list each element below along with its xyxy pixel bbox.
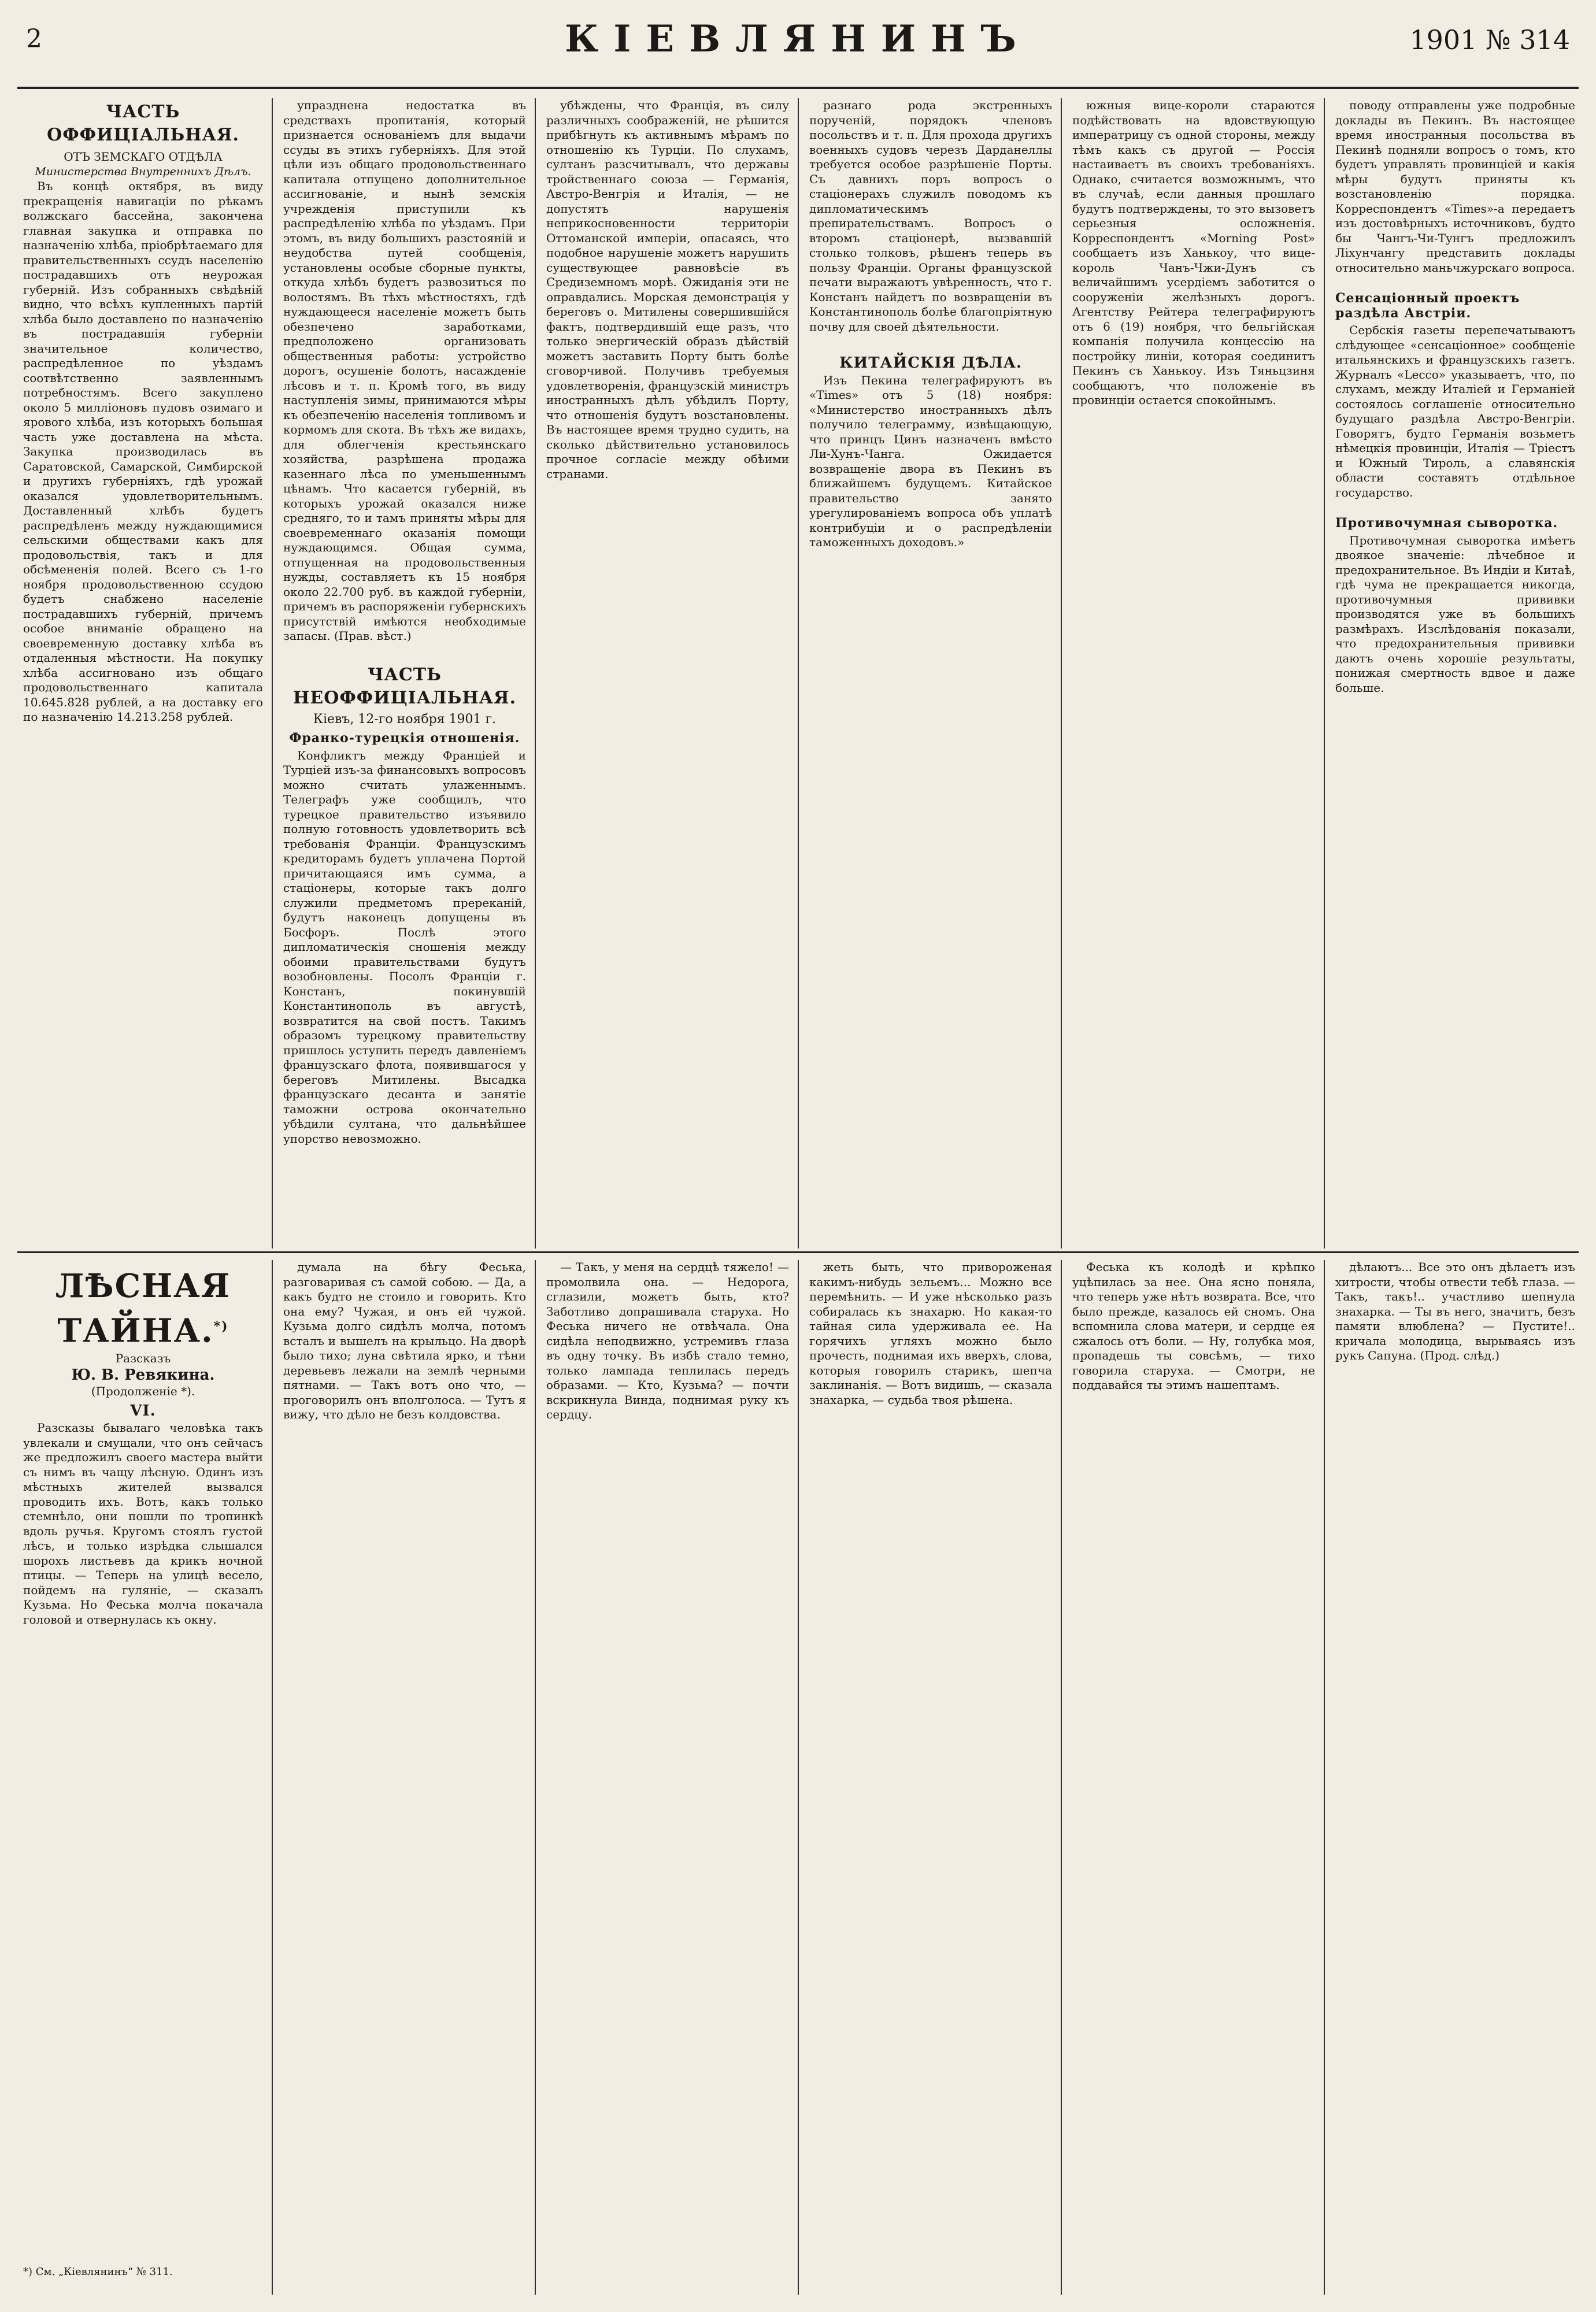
official-body: Въ концѣ октября, въ виду прекращенія навигаціи по рѣкамъ волжскаго бассейна, закончена главная закупка и отправка по назначенію хлѣба, пріобрѣтаемаго для правительственныхъ ссудъ населенію пострадавшихъ отъ неурожая губерній. Изъ собранныхъ свѣдѣній видно, что всѣхъ купленныхъ партій хлѣба было доставлено по назначенію въ пострадавшія губерніи значительное количество, распредѣленное по уѣздамъ соотвѣтственно заявленнымъ потребностямъ. Всего закуплено около 5 милліоновъ пудовъ озимаго и ярового хлѣба, изъ которыхъ большая часть уже доставлена на мѣста. Закупка производилась въ Саратовской, Самарской, Симбирской и другихъ губерніяхъ, гдѣ урожай оказался удовлетворительнымъ. Доставленный хлѣбъ будетъ распредѣленъ между нуждающимися сельскими обществами какъ для продовольствія, такъ и для обсѣмененія полей. Всего съ 1-го ноября продовольственною ссудою будетъ снабжено населеніе пострадавшихъ губерній, причемъ особое вниманіе обращено на своевременную доставку хлѣба въ отдаленныя мѣстности. На покупку хлѣба ассигновано изъ общаго продовольственнаго капитала 10.645.828 рублей, а на доставку его по назначенію 14.213.258 рублей. (23, 179, 263, 724)
column-1 (23, 98, 263, 1243)
column-divider (272, 98, 273, 1248)
column-6 (1335, 98, 1575, 1243)
franco-turkish-headline: Франко-турецкія отношенія. (289, 731, 520, 746)
story-column-6 (1335, 1260, 1575, 2295)
column-2 (283, 98, 526, 1243)
column-6-body: поводу отправлены уже подробные доклады въ Пекинъ. Въ настоящее время иностранныя посольства въ Пекинѣ подняли вопросъ о томъ, кто будетъ управлять провинціей и какія мѣры будутъ приняты къ возстановленію порядка. Корреспондентъ «Times»-а передаетъ изъ достовѣрныхъ источниковъ, будто бы Чангъ-Чи-Тунгъ предложилъ Ліхунчангу представить доклады относительно маньчжурскаго вопроса. (1335, 98, 1575, 275)
story-continuation: (Продолженіе *). (91, 1384, 195, 1399)
austria-title: Сенсаціонный проектъ раздѣла Австріи. (1335, 291, 1520, 321)
official-ministry: Министерства Внутреннихъ Дѣлъ. (35, 165, 251, 178)
story-col2-text: думала на бѣгу Феська, разговаривая съ самой собою. — Да, а какъ будто не стоило и говорить. Кто она ему? Чужая, и онъ ей чужой. Кузьма долго сидѣлъ молча, потомъ всталъ и вышелъ на крыльцо. На дворѣ было тихо; луна свѣтила ярко, и тѣни деревьевъ лежали на землѣ черными пятнами. — Такъ вотъ оно что, — проговорилъ онъ вполголоса. — Тутъ я вижу, что дѣло не безъ колдовства. (283, 1260, 526, 1421)
column-divider (798, 98, 799, 1248)
column-divider (535, 98, 536, 1248)
page-number: 2 (26, 24, 42, 54)
column-5-body: южныя вице-короли стараются подѣйствовать на вдовствующую императрицу съ одной стороны, между тѣмъ какъ съ другой — Россія настаиваетъ въ своихъ требованіяхъ. Однако, считается возможнымъ, что въ случаѣ, если данныя прошлаго будутъ подтверждены, то это вызоветъ серьезныя осложненія. Корреспондентъ «Morning Post» сообщаетъ изъ Ханькоу, что вице-король Чанъ-Чжи-Дунъ съ величайшимъ усердіемъ заботится о сооруженіи желѣзныхъ дорогъ. Агентству Рейтера телеграфируютъ отъ 6 (19) ноября, что бельгійская компанія получила концессію на постройку линіи, которая соединитъ Пекинъ съ Ханькоу. Изъ Тяньцзиня сообщаютъ, что положеніе въ провинціи остается спокойнымъ. (1072, 98, 1315, 407)
column-divider (535, 1260, 536, 2295)
column-4-body: разнаго рода экстренныхъ порученій, порядокъ членовъ посольствъ и т. п. Для прохода другихъ военныхъ судовъ черезъ Дарданеллы требуется особое разрѣшеніе Порты. Съ давнихъ поръ вопросъ о стаціонерахъ служилъ поводомъ къ дипломатическимъ препирательствамъ. Вопросъ о второмъ стаціонерѣ, вызвавшій столько толковъ, рѣшенъ теперь въ пользу Франціи. Органы французской печати выражаютъ увѣренность, что г. Констанъ найдетъ по возвращеніи въ Константинополь болѣе благопріятную почву для своей дѣятельности. (809, 98, 1052, 334)
franco-turkish-body: Конфликтъ между Франціей и Турціей изъ-за финансовыхъ вопросовъ можно считать улаженнымъ. Телеграфъ уже сообщилъ, что турецкое правительство изъявило полную готовность удовлетворить всѣ требованія Франціи. Французскимъ кредиторамъ будетъ уплачена Портой причитающаяся имъ сумма, а стаціонеры, которые такъ долго служили предметомъ пререканій, будутъ наконецъ допущены въ Босфоръ. Послѣ этого дипломатическія сношенія между обоими правительствами будутъ возобновлены. Посолъ Франціи г. Констанъ, покинувшій Константинополь въ августѣ, возвратится на свой постъ. Такимъ образомъ турецкому правительству пришлось уступить передъ давленіемъ французскаго флота, появившагося у береговъ Митилены. Высадка французскаго десанта и занятіе таможни острова окончательно убѣдили султана, что дальнѣйшее упорство невозможно. (283, 748, 526, 1146)
unofficial-section-title: ЧАСТЬ НЕОФФИЦІАЛЬНАЯ. (292, 664, 517, 708)
story-footnote: *) См. „Кіевлянинъ“ № 311. (23, 2266, 173, 2278)
story-col4-text: жеть быть, что привороженая какимъ-нибудь зельемъ... Можно все перемѣнить. — И уже нѣсколько разъ собиралась къ знахарю. Но какая-то тайная сила удерживала ее. На горячихъ угляхъ можно было прочесть, поднимая ихъ вверхъ, слова, которыя говорилъ старикъ, шепча заклинанія. — Вотъ видишь, — сказала знахарка, — судьба твоя рѣшена. (809, 1260, 1052, 1407)
column-4 (809, 98, 1052, 1243)
story-col1-text: Разсказы бывалаго человѣка такъ увлекали и смущали, что онъ сейчасъ же предложилъ своего мастера выйти съ нимъ въ чащу лѣсную. Одинъ изъ мѣстныхъ жителей вызвался проводить ихъ. Вотъ, какъ только стемнѣло, они пошли по тропинкѣ вдоль ручья. Кругомъ стоялъ густой лѣсъ, и только изрѣдка слышался шорохъ листьевъ да крикъ ночной птицы. — Теперь на улицѣ весело, пойдемъ на гуляніе, — сказалъ Кузьма. Но Феська молча покачала головой и отвернулась къ окну. (23, 1421, 263, 1626)
column-divider (1061, 98, 1062, 1248)
official-section-title: ЧАСТЬ ОФФИЦІАЛЬНАЯ. (47, 102, 239, 145)
story-title: ЛѢСНАЯ ТАЙНА.*) (55, 1267, 231, 1350)
column-3-body: убѣждены, что Франція, въ силу различныхъ соображеній, не рѣшится прибѣгнуть къ активнымъ мѣрамъ по отношенію къ Турціи. По слухамъ, султанъ разсчитывалъ, что державы тройственнаго союза — Германія, Австро-Венгрія и Италія, — не допустятъ нарушенія неприкосновенности территоріи Оттоманской имперіи, опасаясь, что подобное нарушеніе можетъ нарушить существующее равновѣсіе въ Средиземномъ морѣ. Ожиданія эти не оправдались. Морская демонстрація у береговъ о. Митилены совершившійся фактъ, подтвердившій еще разъ, что только энергическій образъ дѣйствій можетъ заставить Порту быть болѣе сговорчивой. Получивъ требуемыя удовлетворенія, французскій министръ иностранныхъ дѣлъ убѣдилъ Порту, что отношенія будутъ возстановлены. Въ настоящее время трудно судить, на сколько дѣйствительно установилось прочное согласіе между обѣими странами. (546, 98, 789, 481)
issue-number: 1901 № 314 (1409, 24, 1570, 55)
section-separator (17, 1251, 1579, 1253)
story-column-5 (1072, 1260, 1315, 2295)
column-3 (546, 98, 789, 1243)
masthead (0, 0, 1596, 92)
serum-title: Противочумная сыворотка. (1335, 516, 1558, 531)
official-continued-body: упразднена недостатка въ средствахъ пропитанія, который признается основаніемъ для выдачи ссуды въ этихъ губерніяхъ. Для этой цѣли изъ общаго продовольственнаго капитала отпущено дополнительное ассигнованіе, и нынѣ земскія учрежденія приступили къ распредѣленію хлѣба по уѣздамъ. При этомъ, въ виду большихъ разстояній и неудобства путей сообщенія, установлены особые сборные пункты, откуда хлѣбъ будетъ развозиться по волостямъ. Въ тѣхъ мѣстностяхъ, гдѣ нуждающееся населеніе можетъ быть обезпечено заработками, предположено организовать общественныя работы: устройство дорогъ, осушеніе болотъ, насажденіе лѣсовъ и т. п. Кромѣ того, въ виду наступленія зимы, принимаются мѣры къ обезпеченію населенія топливомъ и кормомъ для скота. Въ тѣхъ же видахъ, для облегченія крестьянскаго хозяйства, разрѣшена продажа казеннаго лѣса по уменьшеннымъ цѣнамъ. Что касается губерній, въ которыхъ урожай оказался ниже средняго, то и тамъ приняты мѣры для своевременнаго оказанія помощи нуждающимся. Общая сумма, отпущенная на продовольственныя нужды, составляетъ къ 15 ноября около 22.700 руб. въ каждой губерніи, причемъ въ распоряженіи губернскихъ присутствій имѣются необходимые запасы. (Прав. вѣст.) (283, 98, 526, 643)
column-divider (1324, 1260, 1325, 2295)
newspaper-title: КІЕВЛЯНИНЪ (565, 17, 1031, 61)
story-column-1 (23, 1260, 263, 2254)
story-label: Разсказъ (115, 1351, 171, 1365)
china-affairs-title: КИТАЙСКІЯ ДѢЛА. (839, 354, 1023, 372)
story-author: Ю. В. Ревякина. (71, 1366, 215, 1384)
story-column-4 (809, 1260, 1052, 2295)
column-divider (1324, 98, 1325, 1248)
column-5 (1072, 98, 1315, 1243)
dateline: Кіевъ, 12-го ноября 1901 г. (313, 712, 497, 727)
masthead-rule (17, 87, 1579, 89)
story-column-3 (546, 1260, 789, 2295)
official-source: ОТЪ ЗЕМСКАГО ОТДѢЛА (64, 150, 223, 164)
story-col3-text: — Такъ, у меня на сердцѣ тяжело! — промолвила она. — Недорога, сглазили, можетъ быть, кто? Заботливо допрашивала старуха. Но Феська ничего не отвѣчала. Она сидѣла неподвижно, устремивъ глаза въ одну точку. Въ избѣ стало темно, только лампада теплилась передъ образами. — Кто, Кузьма? — почти вскрикнула Винда, поднимая руку къ сердцу. (546, 1260, 789, 1421)
china-affairs-body: Изъ Пекина телеграфируютъ въ «Times» отъ 5 (18) ноября: «Министерство иностранныхъ дѣлъ получило телеграмму, извѣщающую, что принцъ Цинъ назначенъ вмѣсто Ли-Хунъ-Чанга. Ожидается возвращеніе двора въ Пекинъ въ ближайшемъ будущемъ. Китайское правительство занято урегулированіемъ вопроса объ уплатѣ контрибуціи и о распредѣленіи таможенныхъ доходовъ.» (809, 373, 1052, 549)
story-col6-text: дѣлаютъ... Все это онъ дѣлаетъ изъ хитрости, чтобы отвести тебѣ глаза. — Такъ, такъ!.. участливо шепнула знахарка. — Ты въ него, значитъ, безъ памяти влюблена? — Пустите!.. кричала молодица, вырываясь изъ рукъ Сапуна. (Прод. слѣд.) (1335, 1260, 1575, 1362)
column-divider (798, 1260, 799, 2295)
story-column-2 (283, 1260, 526, 2295)
serum-body: Противочумная сыворотка имѣетъ двоякое значеніе: лѣчебное и предохранительное. Въ Индіи и Китаѣ, гдѣ чума не прекращается никогда, противочумныя прививки производятся уже въ большихъ размѣрахъ. Изслѣдованія показали, что предохранительныя прививки даютъ очень хорошіе результаты, понижая смертность вдвое и даже больше. (1335, 533, 1575, 695)
column-divider (1061, 1260, 1062, 2295)
austria-body: Сербскія газеты перепечатываютъ слѣдующее «сенсаціонное» сообщеніе итальянскихъ и французскихъ газетъ. Журналъ «Lecco» указываетъ, что, по слухамъ, между Италіей и Германіей состоялось соглашеніе относительно будущаго раздѣла Австро-Венгріи. Говорятъ, будто Германія возьметъ нѣмецкія провинціи, Италія — Тріестъ и Южный Тироль, а славянскія области составятъ отдѣльное государство. (1335, 323, 1575, 499)
story-col5-text: Феська къ колодѣ и крѣпко уцѣпилась за нее. Она ясно поняла, что теперь уже нѣтъ возврата. Все, что было прежде, казалось ей сномъ. Она вспомнила слова матери, и сердце ея сжалось отъ боли. — Ну, голубка моя, пропадешь ты совсѣмъ, — тихо говорила старуха. — Смотри, не поддавайся ты этимъ нашептамъ. (1072, 1260, 1315, 1392)
column-divider (272, 1260, 273, 2295)
story-chapter: VI. (130, 1402, 156, 1420)
